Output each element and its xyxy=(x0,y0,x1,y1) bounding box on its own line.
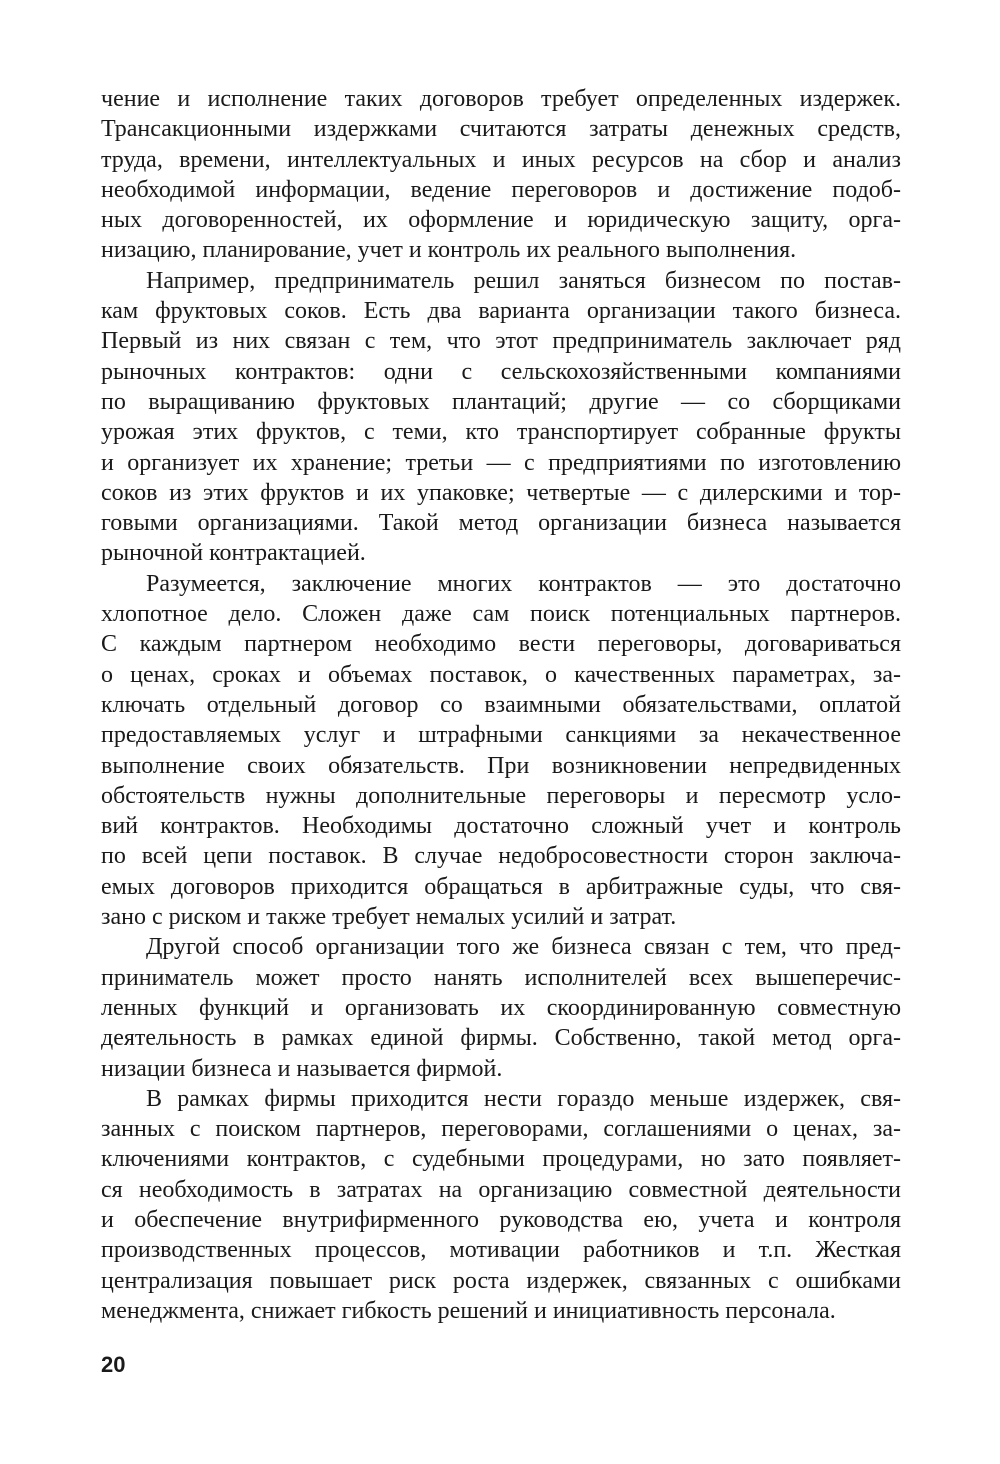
text-line: емых договоров приходится обращаться в арбитражные суды, что свя- xyxy=(101,873,901,900)
text-line: Трансакционными издержками считаются затраты денежных средств, xyxy=(101,116,901,143)
paragraph xyxy=(101,266,901,569)
text-line: необходимой информации, ведение переговоров и достижение подоб- xyxy=(101,176,901,203)
text-line: хлопотное дело. Сложен даже сам поиск потенциальных партнеров. xyxy=(101,601,901,628)
text-line: ключениями контрактов, с судебными процедурами, но зато появляет- xyxy=(101,1146,901,1173)
text-line: труда, времени, интеллектуальных и иных ресурсов на сбор и анализ xyxy=(101,146,901,173)
text-line: производственных процессов, мотивации работников и т.п. Жесткая xyxy=(101,1237,901,1264)
text-line: и обеспечение внутрифирменного руководства ею, учета и контроля xyxy=(101,1206,901,1233)
text-line: обстоятельств нужны дополнительные переговоры и пересмотр усло- xyxy=(101,782,901,809)
paragraph xyxy=(101,932,901,1083)
text-line: занных с поиском партнеров, переговорами, соглашениями о ценах, за- xyxy=(101,1116,901,1143)
paragraph xyxy=(101,84,901,266)
text-line: ных договоренностей, их оформление и юридическую защиту, орга- xyxy=(101,207,901,234)
text-line: Первый из них связан с тем, что этот предприниматель заключает ряд xyxy=(101,328,901,355)
text-line: деятельность в рамках единой фирмы. Собственно, такой метод орга- xyxy=(101,1025,901,1052)
text-line: рыночной контрактацией. xyxy=(101,540,366,567)
text-line: низацию, планирование, учет и контроль их реального выполнения. xyxy=(101,237,797,264)
text-line: С каждым партнером необходимо вести переговоры, договариваться xyxy=(101,631,901,658)
text-line: приниматель может просто нанять исполнителей всех вышеперечис- xyxy=(101,964,901,991)
text-line: предоставляемых услуг и штрафными санкциями за некачественное xyxy=(101,722,901,749)
text-line: В рамках фирмы приходится нести гораздо меньше издержек, свя- xyxy=(146,1085,901,1112)
text-line: рыночных контрактов: одни с сельскохозяйственными компаниями xyxy=(101,358,901,385)
text-line: урожая этих фруктов, с теми, кто транспортирует собранные фрукты xyxy=(101,419,901,446)
text-line: низации бизнеса и называется фирмой. xyxy=(101,1055,503,1082)
text-line: ся необходимость в затратах на организацию совместной деятельности xyxy=(101,1176,901,1203)
text-line: кам фруктовых соков. Есть два варианта организации такого бизнеса. xyxy=(101,298,901,325)
paragraph xyxy=(101,569,901,933)
page-number: 20 xyxy=(101,1352,126,1377)
page-body xyxy=(101,84,901,1326)
text-line: Например, предприниматель решил заняться бизнесом по постав- xyxy=(146,267,901,294)
text-line: соков из этих фруктов и их упаковке; четвертые — с дилерскими и тор- xyxy=(101,479,901,506)
text-line: по выращиванию фруктовых плантаций; другие — со сборщиками xyxy=(101,388,901,415)
text-line: о ценах, сроках и объемах поставок, о качественных параметрах, за- xyxy=(101,661,901,688)
text-line: чение и исполнение таких договоров требует определенных издержек. xyxy=(101,86,901,112)
text-line: выполнение своих обязательств. При возникновении непредвиденных xyxy=(101,752,901,779)
text-line: ленных функций и организовать их скоординированную совместную xyxy=(101,994,901,1021)
text-line: ключать отдельный договор со взаимными обязательствами, оплатой xyxy=(101,691,901,718)
text-line: по всей цепи поставок. В случае недобросовестности сторон заключа- xyxy=(101,843,901,870)
text-line: централизация повышает риск роста издержек, связанных с ошибками xyxy=(101,1267,901,1294)
text-line: Разумеется, заключение многих контрактов — это достаточно xyxy=(146,570,901,597)
text-line: зано с риском и также требует немалых усилий и затрат. xyxy=(101,904,677,931)
text-line: менеджмента, снижает гибкость решений и инициативность персонала. xyxy=(101,1297,836,1324)
text-line: говыми организациями. Такой метод организации бизнеса называется xyxy=(101,510,901,537)
text-line: Другой способ организации того же бизнеса связан с тем, что пред- xyxy=(146,934,901,961)
text-line: и организует их хранение; третьи — с предприятиями по изготовлению xyxy=(101,449,901,476)
paragraph xyxy=(101,1084,901,1326)
text-line: вий контрактов. Необходимы достаточно сложный учет и контроль xyxy=(101,813,901,840)
